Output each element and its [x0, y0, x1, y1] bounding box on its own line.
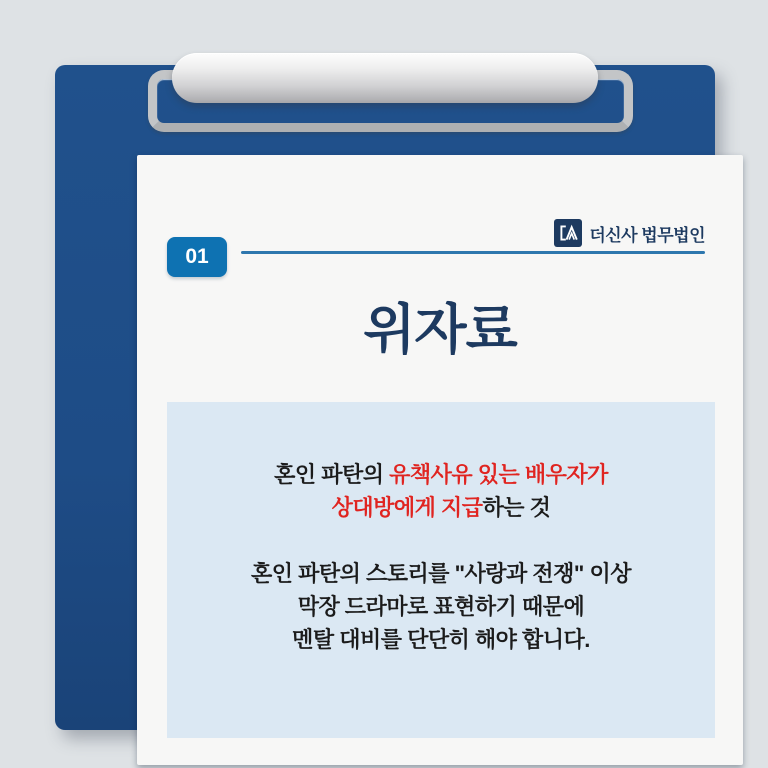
header-divider-line [241, 251, 705, 254]
commentary-paragraph [167, 557, 715, 656]
commentary-line-3: 멘탈 대비를 단단히 해야 합니다. [292, 627, 590, 652]
definition-line-1 [167, 458, 715, 491]
clipboard-clip-bar [172, 53, 598, 103]
text-highlight-red: 상대방에게 지급 [331, 495, 483, 520]
definition-paragraph [167, 458, 715, 524]
text-highlight-red: 유책사유 있는 배우자가 [389, 462, 608, 487]
paper-sheet [137, 155, 743, 765]
page-title: 위자료 [363, 300, 517, 360]
commentary-line-2: 막장 드라마로 표현하기 때문에 [297, 594, 585, 619]
brand-logo-icon [554, 219, 582, 247]
clipboard-board [55, 65, 715, 730]
text-dark: 하는 것 [482, 495, 551, 520]
brand-name: 더신사 법무법인 [589, 225, 705, 245]
section-number-badge [167, 237, 227, 277]
text-dark: 혼인 파탄의 [274, 462, 390, 487]
content-box [167, 402, 715, 738]
commentary-line-1: 혼인 파탄의 스토리를 "사랑과 전쟁" 이상 [251, 561, 631, 586]
section-number: 01 [185, 245, 209, 268]
brand-logo [554, 219, 705, 247]
definition-line-2 [167, 491, 715, 524]
